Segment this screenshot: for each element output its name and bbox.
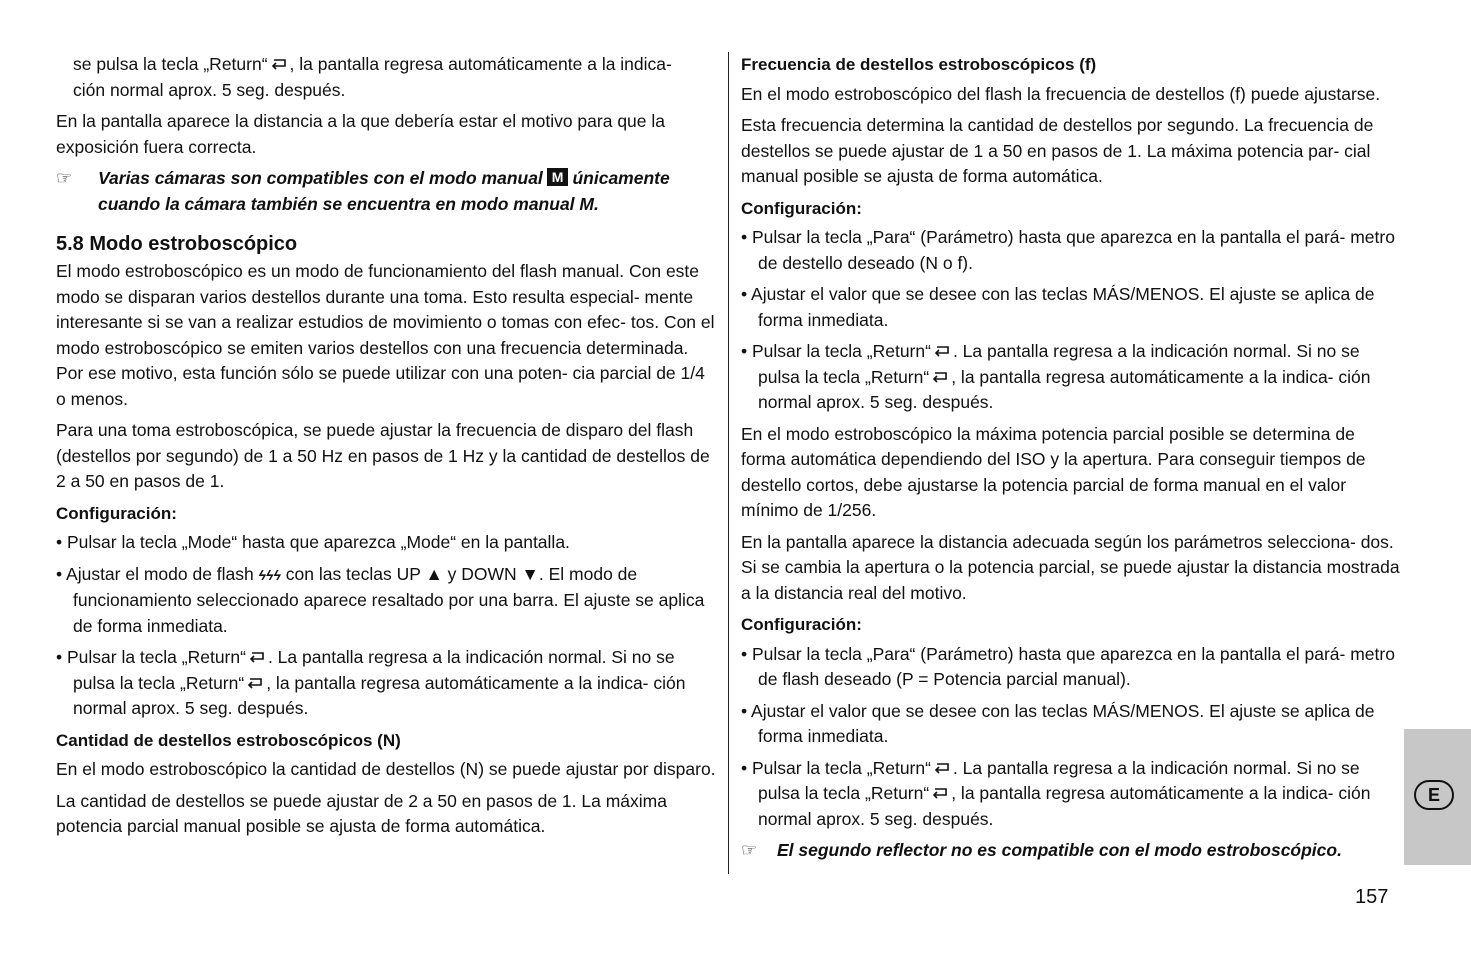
subheading: Configuración: [741, 198, 862, 218]
text: • Ajustar el modo de flash [56, 563, 254, 584]
subheading: Configuración: [741, 615, 862, 634]
paragraph: Esta frecuencia determina la cantidad de destellos por segundo. La frecuencia de destellos se puede ajustar de 1 a 50 en pasos de 1. La máxima potencia par- cial manual posible se ajusta de forma automática. [741, 115, 1374, 186]
text: . La pantalla regresa a la indicación normal. Si no se pulsa la tecla „Return“ [758, 757, 1360, 803]
text: se pulsa la tecla „Return“ [73, 54, 268, 74]
manual-mode-icon: M [547, 168, 569, 186]
text: , la pantalla regresa automáticamente a la indica- ción normal aprox. 5 seg. después. [73, 672, 686, 718]
bullet-item: • Pulsar la tecla „Para“ (Parámetro) hasta que aparezca en la pantalla el pará- metro de destello deseado (N o f). [741, 227, 1395, 273]
paragraph: En el modo estroboscópico la cantidad de destellos (N) se puede ajustar por disparo. [56, 759, 716, 779]
text: • Pulsar la tecla „Return“ [741, 341, 931, 361]
text: , la pantalla regresa automáticamente a la indica- ción normal aprox. 5 seg. después. [758, 783, 1371, 829]
text: ción normal aprox. 5 seg. después. [73, 79, 346, 100]
bullet-item: • Ajustar el valor que se desee con las teclas MÁS/MENOS. El ajuste se aplica de forma inmediata. [741, 700, 1375, 746]
text: , la pantalla regresa automáticamente a la indica- ción normal aprox. 5 seg. después. [758, 366, 1371, 412]
text: El segundo reflector no es compatible con el modo estroboscópico. [777, 840, 1342, 860]
subheading: Configuración: [56, 503, 177, 523]
page-number: 157 [1355, 886, 1389, 908]
note [56, 166, 718, 217]
text: • Pulsar la tecla „Return“ [741, 757, 931, 778]
note [741, 838, 1404, 864]
paragraph: Para una toma estroboscópica, se puede ajustar la frecuencia de disparo del flash (destellos por segundo) de 1 a 50 Hz en pasos de 1 Hz y la cantidad de destellos de 2 a 50 en pasos de 1. [56, 420, 710, 491]
text: con las teclas UP ▲ y DOWN ▼. El modo de funcionamiento seleccionado aparece resaltado por una barra. El ajuste se aplica de forma inmediata. [73, 563, 705, 636]
return-icon [246, 677, 264, 689]
bullet-item [741, 756, 1404, 833]
return-icon [931, 371, 949, 383]
text: cuando la cámara también se encuentra en modo manual M. [98, 193, 599, 214]
paragraph: En el modo estroboscópico la máxima potencia parcial posible se determina de forma automática dependiendo del ISO y la apertura. Para conseguir tiempos de destello cortos, debe ajustarse la potencia parcial de forma manual en el valor mínimo de 1/256. [741, 423, 1366, 520]
language-tab-letter: E [1414, 780, 1454, 810]
text: Varias cámaras son compatibles con el modo manual [98, 168, 543, 188]
continuation-paragraph [56, 52, 718, 103]
right-column [741, 52, 1404, 870]
text: . La pantalla regresa a la indicación normal. Si no se pulsa la tecla „Return“ [73, 647, 675, 693]
subheading: Cantidad de destellos estroboscópicos (N) [56, 730, 401, 750]
return-icon [270, 58, 288, 70]
column-divider [728, 52, 729, 874]
bullet-item [56, 645, 718, 722]
pointing-hand-icon: ☞ [741, 840, 758, 860]
bullet-item: • Pulsar la tecla „Para“ (Parámetro) hasta que aparezca en la pantalla el pará- metro de flash deseado (P = Potencia parcial manual). [741, 643, 1395, 689]
bullet-item: • Ajustar el valor que se desee con las teclas MÁS/MENOS. El ajuste se aplica de forma inmediata. [741, 284, 1375, 330]
bullet-item [56, 562, 718, 640]
left-column [56, 52, 718, 846]
return-icon [933, 345, 951, 357]
return-icon [931, 787, 949, 799]
paragraph: En el modo estroboscópico del flash la frecuencia de destellos (f) puede ajustarse. [741, 83, 1381, 104]
text: , la pantalla regresa automáticamente a la indica- [289, 54, 672, 74]
paragraph: La cantidad de destellos se puede ajustar de 2 a 50 en pasos de 1. La máxima potencia parcial manual posible se ajusta de forma automática. [56, 790, 667, 836]
text: únicamente [572, 168, 670, 188]
section-heading: 5.8 Modo estroboscópico [56, 233, 298, 255]
bullet-item [741, 339, 1404, 416]
return-icon [248, 651, 266, 663]
return-icon [933, 762, 951, 774]
paragraph: En la pantalla aparece la distancia adecuada según los parámetros selecciona- dos. Si se cambia la apertura o la potencia parcial, se puede ajustar la distancia mostrada a la distancia real del motivo. [741, 531, 1400, 603]
bullet-item: • Pulsar la tecla „Mode“ hasta que aparezca „Mode“ en la pantalla. [56, 532, 570, 552]
text: • Pulsar la tecla „Return“ [56, 647, 246, 667]
text: . La pantalla regresa a la indicación normal. Si no se pulsa la tecla „Return“ [758, 341, 1360, 387]
subheading: Frecuencia de destellos estroboscópicos (f) [741, 55, 1097, 74]
pointing-hand-icon: ☞ [56, 168, 73, 188]
paragraph: El modo estroboscópico es un modo de funcionamiento del flash manual. Con este modo se disparan varios destellos durante una toma. Esto resulta especial- mente interesante si se van a realizar estudios de movimiento o tomas con efec- tos. Con el modo estroboscópico se emiten varios destellos con una frecuencia determinada. Por ese motivo, esta función sólo se puede utilizar con una poten- cia parcial de 1/4 o menos. [56, 261, 715, 409]
stroboscopic-flash-icon: ϟϟϟ [258, 566, 281, 583]
paragraph: En la pantalla aparece la distancia a la que debería estar el motivo para que la exposición fuera correcta. [56, 111, 666, 157]
